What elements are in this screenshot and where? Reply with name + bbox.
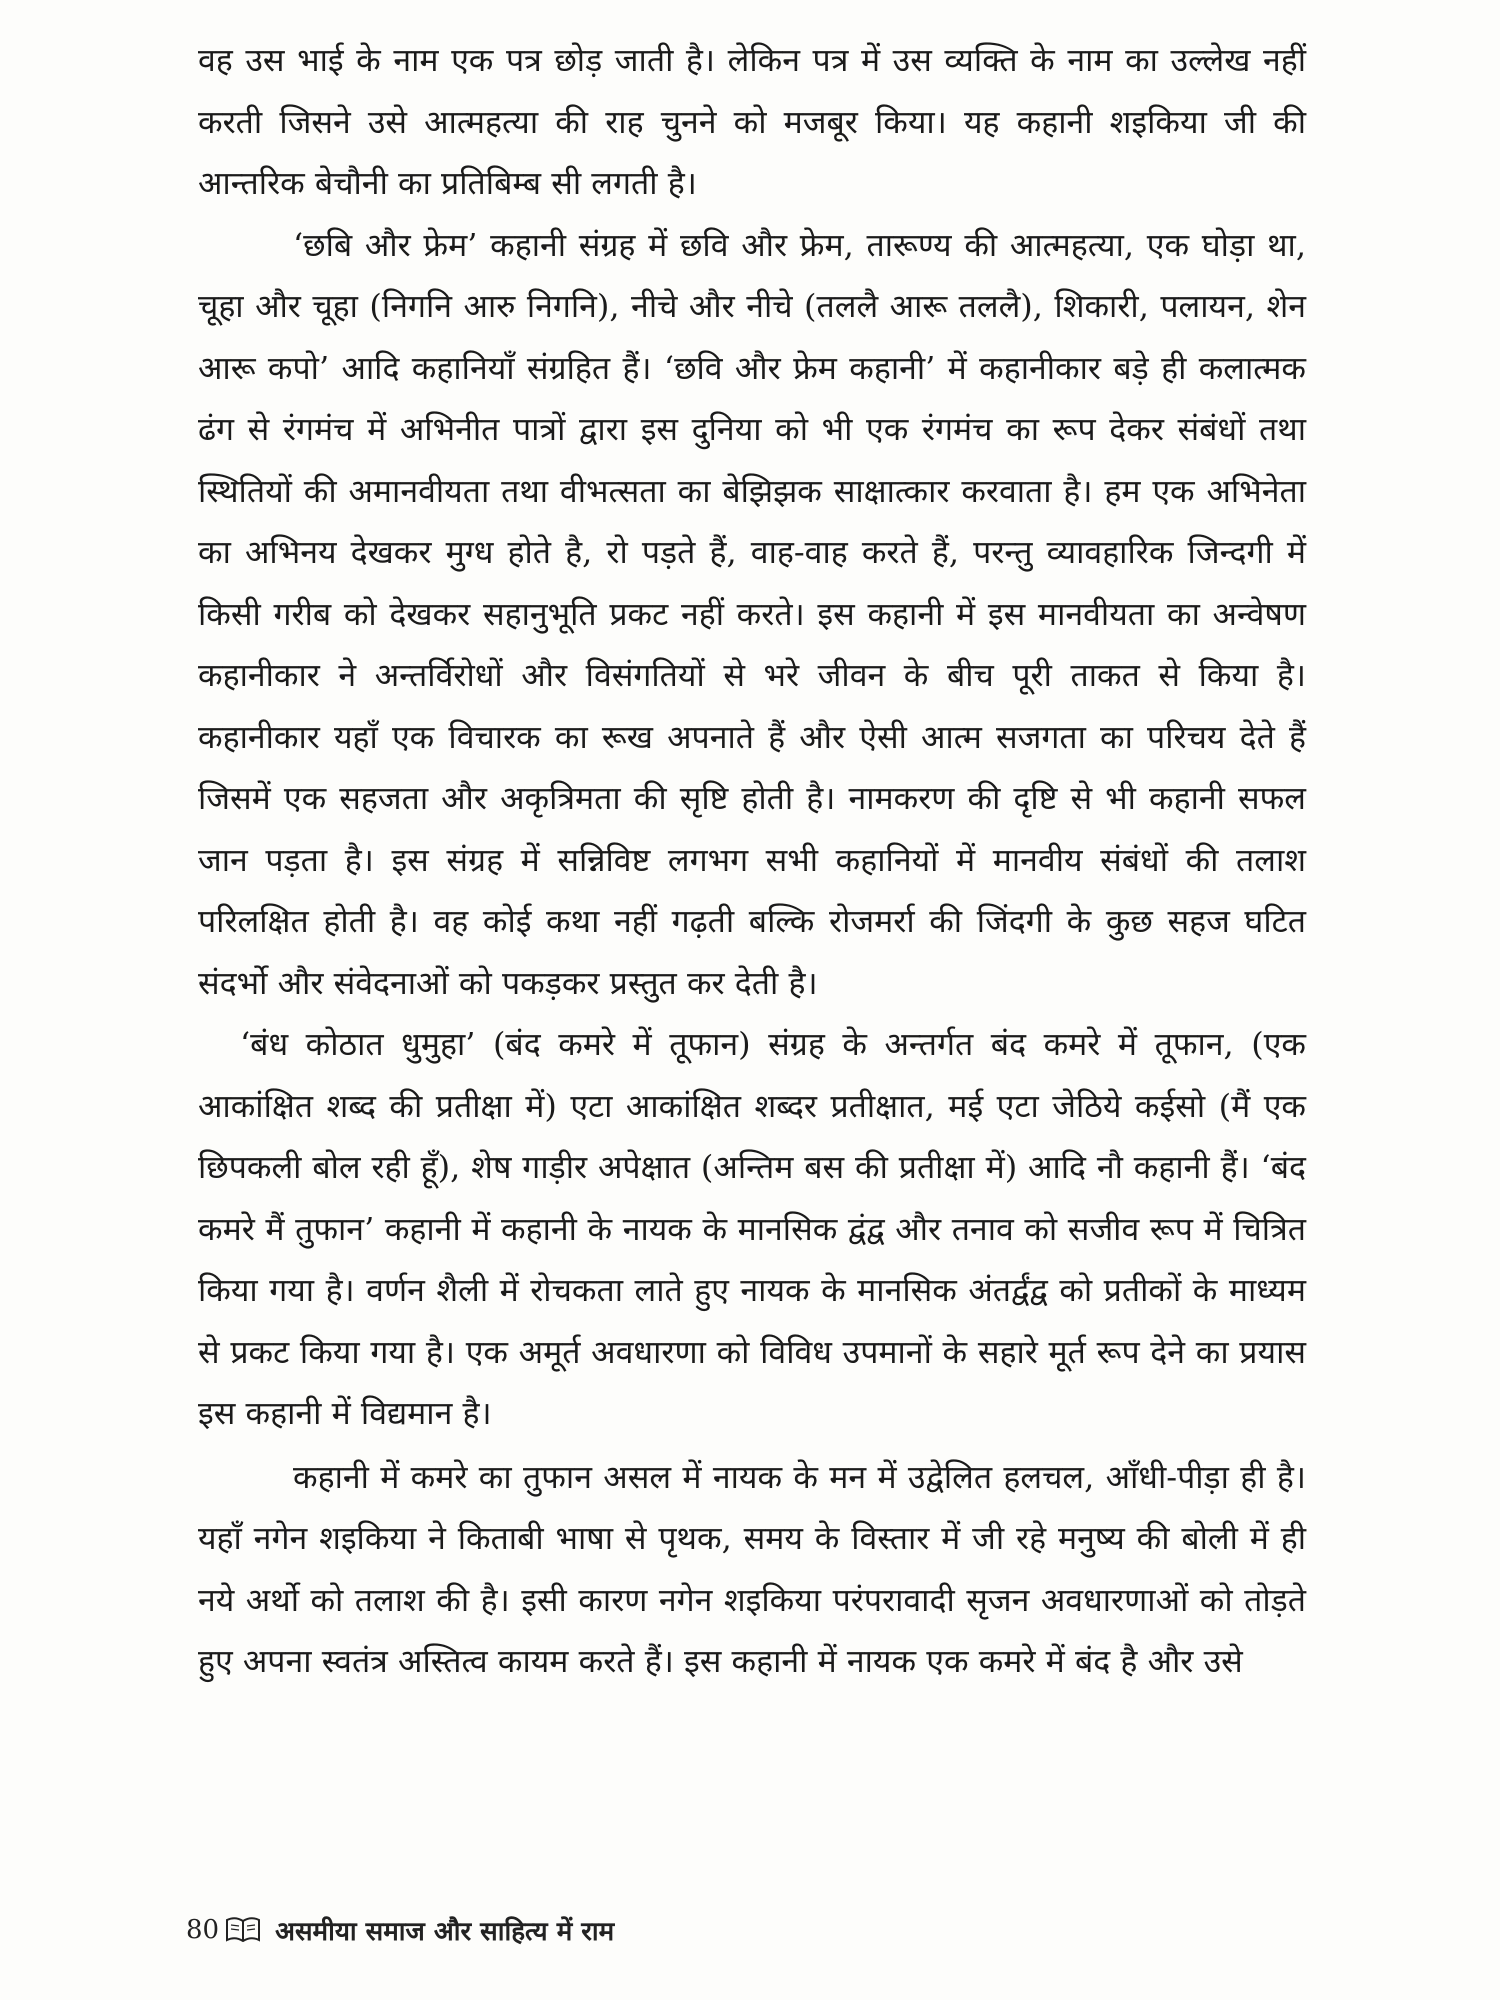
paragraph-3: ‘बंध कोठात धुमुहा’ (बंद कमरे में तूफान) संग्रह के अन्तर्गत बंद कमरे में तूफान, (एक आकांक्षित शब्द की प्रतीक्षा में) एटा आकांक्षित शब्दर प्रतीक्षात, मई एटा जेठिये कईसो (मैं एक छिपकली बोल रही हूँ), शेष गाड़ीर अपेक्षात (अन्तिम बस की प्रतीक्षा में) आदि नौ कहानी हैं। ‘बंद कमरे मैं तुफान’ कहानी में कहानी के नायक के मानसिक द्वंद्व और तनाव को सजीव रूप में चित्रित किया गया है। वर्णन शैली में रोचकता लाते हुए नायक के मानसिक अंतर्द्वंद्व को प्रतीकों के माध्यम से प्रकट किया गया है। एक अमूर्त अवधारणा को विविध उपमानों के सहारे मूर्त रूप देने का प्रयास इस कहानी में विद्यमान है। [198,1025,1306,1432]
paragraph-4: कहानी में कमरे का तुफान असल में नायक के मन में उद्वेलित हलचल, आँधी-पीड़ा ही है। यहाँ नगेन शइकिया ने किताबी भाषा से पृथक, समय के विस्तार में जी रहे मनुष्य की बोली में ही नये अर्थो को तलाश की है। इसी कारण नगेन शइकिया परंपरावादी सृजन अवधारणाओं को तोड़ते हुए अपना स्वतंत्र अस्तित्व कायम करते हैं। इस कहानी में नायक एक कमरे में बंद है और उसे [198,1457,1306,1680]
page-number: 80 [186,1915,220,1945]
body-text [198,30,1306,1693]
paragraph-1: वह उस भाई के नाम एक पत्र छोड़ जाती है। लेकिन पत्र में उस व्यक्ति के नाम का उल्लेख नहीं करती जिसने उसे आत्महत्या की राह चुनने को मजबूर किया। यह कहानी शइकिया जी की आन्तरिक बेचौनी का प्रतिबिम्ब सी लगती है। [198,41,1306,202]
paragraph-2: ‘छबि और फ्रेम’ कहानी संग्रह में छवि और फ्रेम, तारूण्य की आत्महत्या, एक घोड़ा था, चूहा और चूहा (निगनि आरु निगनि), नीचे और नीचे (तललै आरू तललै), शिकारी, पलायन, शेन आरू कपो’ आदि कहानियाँ संग्रहित हैं। ‘छवि और फ्रेम कहानी’ में कहानीकार बड़े ही कलात्मक ढंग से रंगमंच में अभिनीत पात्रों द्वारा इस दुनिया को भी एक रंगमंच का रूप देकर संबंधों तथा स्थितियों की अमानवीयता तथा वीभत्सता का बेझिझक साक्षात्कार करवाता है। हम एक अभिनेता का अभिनय देखकर मुग्ध होते है, रो पड़ते हैं, वाह-वाह करते हैं, परन्तु व्यावहारिक जिन्दगी में किसी गरीब को देखकर सहानुभूति प्रकट नहीं करते। इस कहानी में इस मानवीयता का अन्वेषण कहानीकार ने अन्तर्विरोधों और विसंगतियों से भरे जीवन के बीच पूरी ताकत से किया है। कहानीकार यहाँ एक विचारक का रूख अपनाते हैं और ऐसी आत्म सजगता का परिचय देते हैं जिसमें एक सहजता और अकृत्रिमता की सृष्टि होती है। नामकरण की दृष्टि से भी कहानी सफल जान पड़ता है। इस संग्रह में सन्निविष्ट लगभग सभी कहानियों में मानवीय संबंधों की तलाश परिलक्षित होती है। वह कोई कथा नहीं गढ़ती बल्कि रोजमर्रा की जिंदगी के कुछ सहज घटित संदर्भो और संवेदनाओं को पकड़कर प्रस्तुत कर देती है। [198,225,1306,1002]
open-book-icon [225,1916,261,1944]
book-title: असमीया समाज और साहित्य में राम [275,1917,615,1947]
page-footer [186,1910,614,1950]
